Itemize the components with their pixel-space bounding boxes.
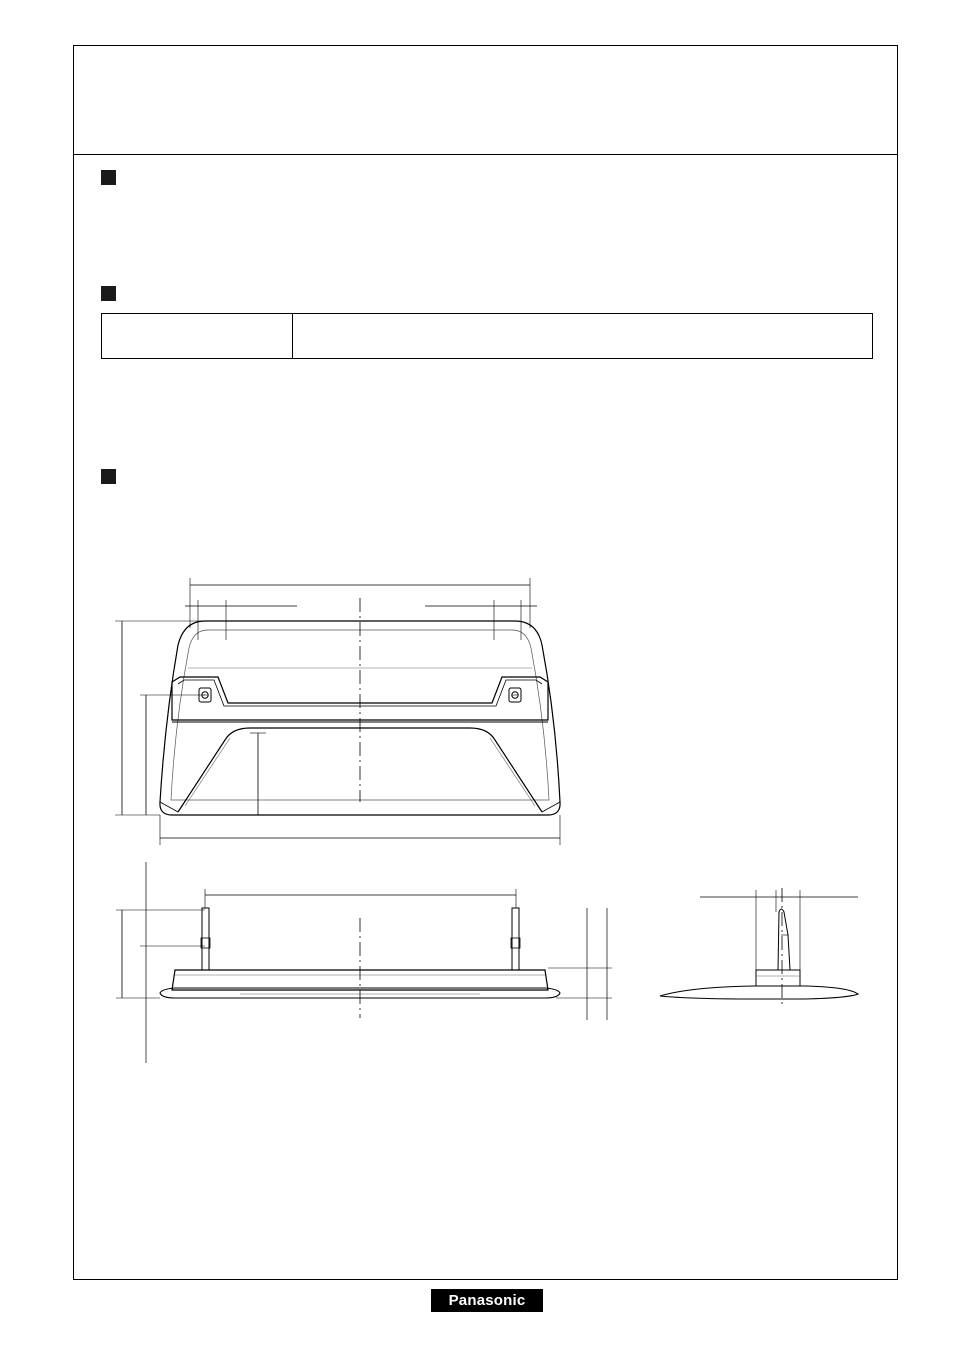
side-view-drawing bbox=[660, 888, 858, 1008]
front-view-drawing bbox=[115, 578, 560, 845]
panasonic-logo: Panasonic bbox=[431, 1289, 543, 1312]
top-view-drawing bbox=[116, 862, 612, 1063]
